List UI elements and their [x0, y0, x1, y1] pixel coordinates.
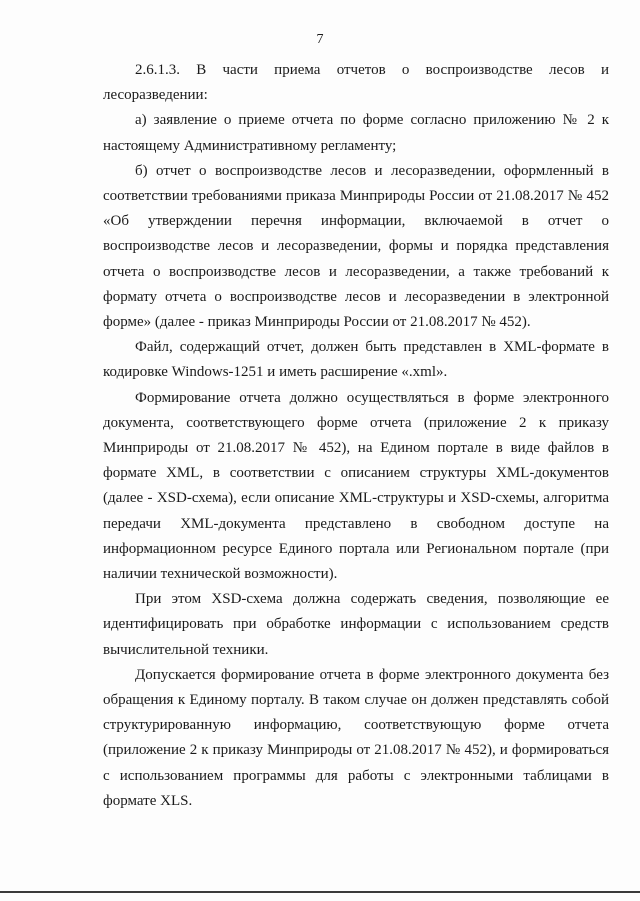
- paragraph-section-2-6-1-3: 2.6.1.3. В части приема отчетов о воспроизводстве лесов и лесоразведении:: [103, 62, 609, 104]
- paragraph-xls-option: Допускается формирование отчета в форме электронного документа без обращения к Единому порталу. В таком случае он должен представлять собой структурированную информацию, соответствующую форме отчета (приложение 2 к приказу Минприроды от 21.08.2017 № 452), и формироваться с использованием программы для работы с электронными таблицами в формате XLS.: [103, 666, 609, 809]
- paragraph-xsd-schema: При этом XSD-схема должна содержать сведения, позволяющие ее идентифицировать при обработке информации с использованием средств вычислительной техники.: [103, 591, 609, 658]
- paragraph-report-formation: Формирование отчета должно осуществляться в форме электронного документа, соответствующего форме отчета (приложение 2 к приказу Минприроды от 21.08.2017 № 452), на Едином портале в виде файлов в формате XML, в соответствии с описанием структуры XML-документов (далее - XSD-схема), если описание XML-структуры и XSD-схемы, алгоритма передачи XML-документа представлено в свободном доступе на информационном ресурсе Единого портала или Региональном портале (при наличии технической возможности).: [103, 389, 609, 583]
- document-body: [103, 58, 609, 814]
- paragraph-item-b: б) отчет о воспроизводстве лесов и лесоразведении, оформленный в соответствии требованиями приказа Минприроды России от 21.08.2017 № 452 «Об утверждении перечня информации, включаемой в отчет о воспроизводстве лесов и лесоразведении, формы и порядка представления отчета о воспроизводстве лесов и лесоразведении, а также требований к формату отчета о воспроизводстве лесов и лесоразведении в электронной форме» (далее - приказ Минприроды России от 21.08.2017 № 452).: [103, 162, 609, 331]
- scan-bottom-edge: [0, 891, 640, 893]
- paragraph-file-format: Файл, содержащий отчет, должен быть представлен в XML-формате в кодировке Windows-1251 и иметь расширение «.xml».: [103, 339, 609, 381]
- paragraph-item-a: а) заявление о приеме отчета по форме согласно приложению № 2 к настоящему Административному регламенту;: [103, 112, 609, 154]
- page-number: 7: [316, 32, 324, 47]
